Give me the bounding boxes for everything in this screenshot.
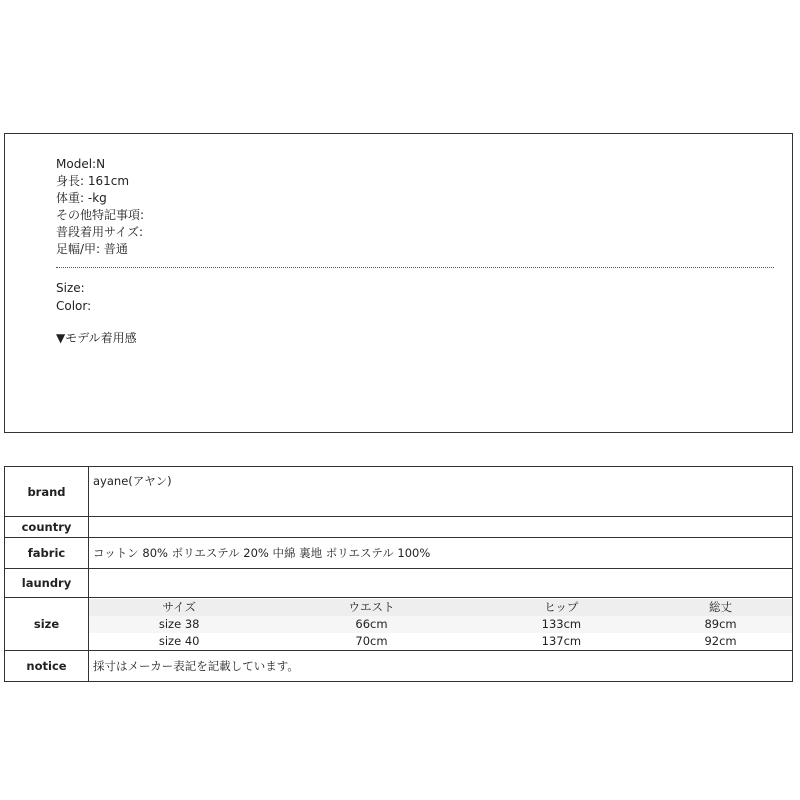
model-size-color [56, 279, 91, 315]
cell-length: 89cm [649, 616, 792, 633]
model-feel-heading: ▼モデル着用感 [56, 331, 137, 345]
table-row [5, 467, 793, 517]
model-notes: その他特記事項: [56, 208, 145, 222]
model-usual-size: 普段着用サイズ: [56, 225, 144, 239]
laundry-label: laundry [5, 569, 89, 598]
table-row [5, 651, 793, 682]
size-chart-row [89, 616, 792, 633]
cell-hip: 133cm [474, 616, 649, 633]
cell-waist: 70cm [355, 634, 388, 648]
model-height: 身長: 161cm [56, 174, 130, 188]
header-size: サイズ [89, 599, 269, 616]
fabric-value: コットン 80% ポリエステル 20% 中綿 裏地 ポリエステル 100% [89, 538, 793, 569]
model-name: Model:N [56, 157, 106, 171]
model-size-label: Size: [56, 281, 85, 295]
cell-size: size 40 [158, 634, 200, 648]
spec-table [4, 466, 793, 682]
notice-value: 採寸はメーカー表記を記載しています。 [89, 651, 793, 682]
cell-waist: 66cm [269, 616, 473, 633]
header-hip: ヒップ [474, 599, 649, 616]
header-length: 総丈 [649, 599, 792, 616]
size-chart-header [89, 599, 792, 616]
cell-size: size 38 [89, 616, 269, 633]
table-row [5, 538, 793, 569]
notice-label: notice [5, 651, 89, 682]
model-info-box [4, 133, 793, 433]
country-value [89, 517, 793, 538]
table-row [5, 598, 793, 651]
size-chart-cell [89, 598, 793, 651]
header-waist: ウエスト [269, 599, 473, 616]
table-row [5, 569, 793, 598]
country-label: country [5, 517, 89, 538]
size-label: size [5, 598, 89, 651]
table-row [5, 517, 793, 538]
size-chart [89, 599, 792, 650]
model-color-label: Color: [56, 299, 92, 313]
model-weight: 体重: -kg [56, 191, 107, 205]
brand-value: ayane(アヤン) [89, 467, 793, 517]
brand-label: brand [5, 467, 89, 517]
model-details [56, 156, 144, 258]
fabric-label: fabric [5, 538, 89, 569]
model-foot-width: 足幅/甲: 普通 [56, 242, 128, 256]
cell-length: 92cm [704, 634, 737, 648]
laundry-value [89, 569, 793, 598]
cell-hip: 137cm [541, 634, 582, 648]
size-chart-row [89, 633, 792, 650]
dotted-divider [56, 267, 774, 268]
